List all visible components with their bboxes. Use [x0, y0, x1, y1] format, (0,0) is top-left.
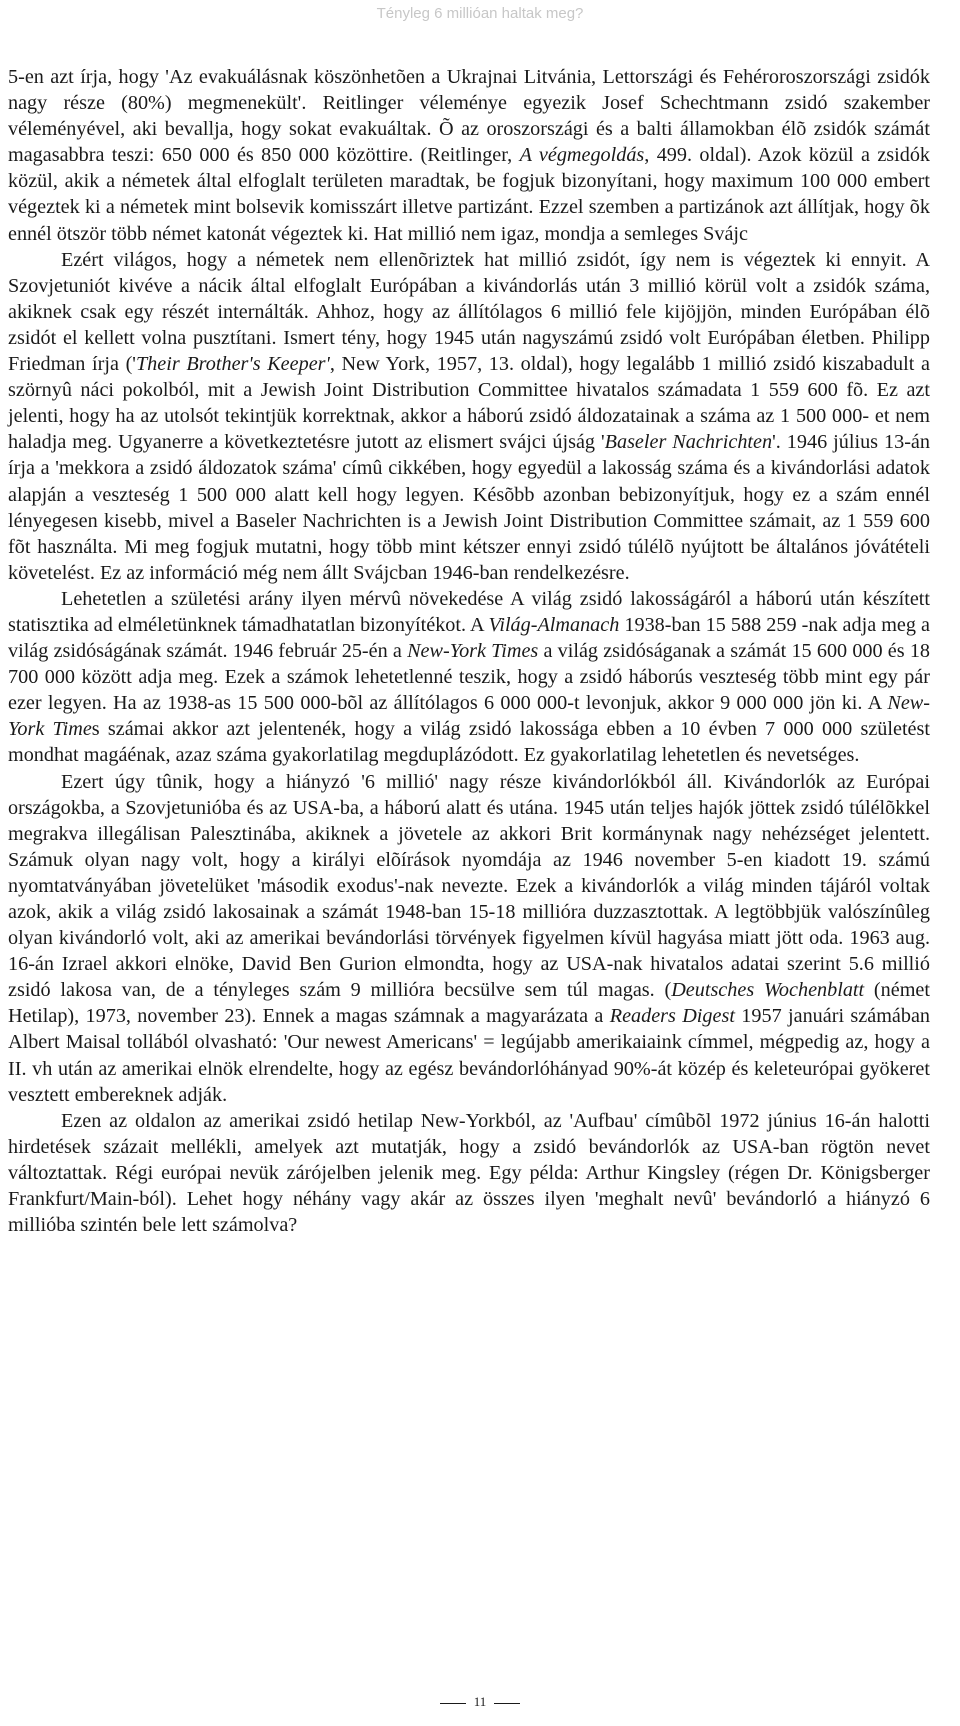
page-header-title: Tényleg 6 millióan haltak meg? — [376, 5, 584, 22]
italic-title: Readers Digest — [609, 1005, 735, 1028]
text-run: s számai akkor azt jelentenék, hogy a világ zsidó lakossága ebben a 10 évben 7 000 000 születést mondhat magáénak, azaz száma gyakorlatilag megduplázódott. Ez gyakorlatilag lehetetlen és nevetséges. — [8, 718, 930, 767]
footer-dash-right — [494, 1703, 520, 1704]
text-run: Lehetetlen a születési arány ilyen mérvû növekedése A világ zsidó lakosságáról a háború után készített statisztika ad elméletünknek támadhatatlan bizonyítékot. A — [8, 587, 930, 636]
text-run: a világ zsidóságanak a számát 15 600 000 és 18 700 000 között adja meg. Ezek a számok lehetetlenné teszik, hogy a zsidó háborús veszteség több mint egy pár ezer legyen. Ha az 1938-as 15 500 000-bõl az állítólagos 6 000 000-t levonjuk, akkor 9 000 000 jön ki. A — [8, 640, 931, 715]
text-run: Ezert úgy tûnik, hogy a hiányzó '6 millió' nagy része kivándorlókból áll. Kivándorlók az Európai országokba, a Szovjetunióba és az USA-ba, a háború alatt és utána. 1945 után teljes hajók jöttek zsidó túlélõkkel megrakva illegálisan Palesztinába, akiknek a jövetele az akkori Brit kormánynak nagy nehézséget jelentett. Számuk olyan nagy volt, hogy a királyi elõírások nyomdája az 1946 november 5-en kiadott 19. számú nyomtatványában jövetelüket 'második exodus'-nak nevezte. Ezek a kivándorlók a világ minden tájáról voltak azok, akik a világ zsidó lakosainak a számát 1948-ban 15-18 millióra duzzasztottak. A legtöbbjük valószínûleg olyan kivándorló volt, aki az amerikai bevándorlási törvények figyelmen kívül hagyása miatt jött oda. 1963 aug. 16-án Izrael akkori elnöke, David Ben Gurion elmondta, hogy az USA-nak hivatalos adatai szerint 5.6 millió zsidó lakosa van, de a tényleges szám 9 millióra becsülve sem túl magas. ( — [8, 770, 930, 1002]
text-run: Ezért világos, hogy a németek nem ellenõriztek hat millió zsidót, így nem is végeztek ki ennyit. A Szovjetuniót kivéve a nácik által elfoglalt Európában a kivándorlás után 3 millió körül volt a zsidók száma, akiknek csak egy részét internálták. Ahhoz, hogy az állítólagos 6 millió fele kijöjjön, minden Európában élõ zsidót el kellett volna pusztítani. Ismert tény, hogy 1945 után nagyszámú zsidó volt Európában életben. Philipp Friedman írja (' — [8, 248, 930, 376]
body-text — [8, 64, 930, 1238]
text-run: , New York, 1957, 13. oldal), hogy legalább 1 millió zsidó kiszabadult a szörnyû náci pokolból, mit a Jewish Joint Distribution Committee hivatalos számadata 1 559 600 fõ. Ez azt jelenti, hogy ha az utolsót tekintjük korrektnak, akkor a háború zsidó áldozatainak a száma az 1 500 000- et nem haladja meg. Ugyanerre a következtetésre jutott az elismert svájci újság ' — [8, 353, 930, 454]
italic-title: Baseler Nachrichten — [604, 431, 773, 454]
italic-title: A végmegoldás — [519, 144, 645, 167]
italic-title: Their Brother's Keeper' — [135, 353, 330, 376]
italic-title: Deutsches Wochenblatt — [671, 979, 865, 1002]
text-run: (német Hetilap), 1973, november 23). Ennek a magas számnak a magyarázata a — [8, 979, 930, 1028]
text-run: 1957 januári számában Albert Maisal tollából olvasható: 'Our newest Americans' = legújabb amerikaiaink címmel, mégpedig az, hogy a II. vh után az amerikai elnök elrendelte, hogy az egész bevándorlóhányad 90%-át közép és keleteurópai gyökeret vesztett embereknek adják. — [8, 1005, 931, 1106]
page-number: 11 — [473, 1694, 487, 1709]
text-run: , 499. oldal). Azok közül a zsidók közül, akik a németek által elfoglalt területen maradtak, be fogjuk bizonyítani, hogy maximum 100 000 embert végeztek ki a németek mint bolsevik komisszárt illetve partizánt. Ezzel szemben a partizánok azt állítjak, hogy õk ennél ötször több német katonát végeztek ki. Hat millió nem igaz, mondja a semleges Svájc — [8, 144, 931, 245]
text-run: Ezen az oldalon az amerikai zsidó hetilap New-Yorkból, az 'Aufbau' címûbõl 1972 június 16-án halotti hirdetések százait mellékli, amelyek azt mutatják, hogy a zsidó bevándorlók az USA-ban rögtön nevet változtattak. Régi európai nevük zárójelben jelenik meg. Egy példa: Arthur Kingsley (régen Dr. Königsberger Frankfurt/Main-ból). Lehet hogy néhány vagy akár az összes ilyen 'meghalt nevû' bevándorló a hiányzó 6 millióba szintén bele lett számolva? — [8, 1109, 930, 1237]
italic-title: Világ-Almanach — [488, 613, 620, 636]
paragraph — [8, 247, 930, 586]
text-run: '. 1946 július 13-án írja a 'mekkora a zsidó áldozatok száma' címû cikkében, hogy egyedül a lakosság száma és a kivándorlási adatok alapján a veszteség 1 500 000 alatt kell hogy legyen. Késõbb azonban bebizonyítjuk, hogy ez a szám ennél lényegesen kisebb, mivel a Baseler Nachrichten is a Jewish Joint Distribution Committee számait, az 1 559 600 fõt használta. Mi meg fogjuk mutatni, hogy több mint kétszer ennyi zsidó túlélõ nyújtott be általános jóvátételi követelést. Ez az információ még nem állt Svájcban 1946-ban rendelkezésre. — [8, 431, 930, 584]
italic-title: New-York Times — [407, 640, 539, 663]
footer-dash-left — [440, 1703, 466, 1704]
paragraph — [8, 586, 930, 769]
paragraph — [8, 64, 930, 247]
paragraph — [8, 769, 930, 1108]
page-footer — [0, 1692, 960, 1712]
paragraph — [8, 1108, 930, 1238]
text-run: 5-en azt írja, hogy 'Az evakuálásnak köszönhetõen a Ukrajnai Litvánia, Lettországi és Fehéroroszországi zsidók nagy része (80%) megmenekült'. Reitlinger véleménye egyezik Josef Schechtmann zsidó szakember véleményével, aki bevallja, hogy sokat evakuáltak. Õ az oroszországi és a balti államokban élõ zsidók számát magasabbra teszi: 650 000 és 850 000 közöttire. (Reitlinger, — [8, 66, 930, 167]
italic-title: New-York Time — [8, 692, 930, 741]
text-run: 1938-ban 15 588 259 -nak adja meg a világ zsidóságának számát. 1946 február 25-én a — [8, 613, 930, 663]
